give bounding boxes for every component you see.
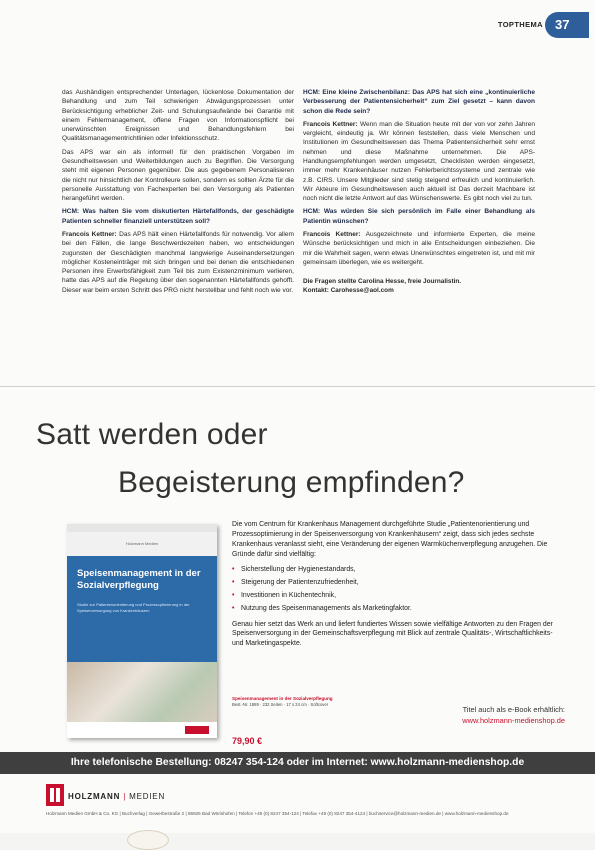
- credit-contact: Kontakt: Carohesse@aol.com: [303, 287, 394, 295]
- book-cover-title-panel: [67, 556, 217, 662]
- answer-speaker: Francois Kettner:: [62, 230, 117, 238]
- list-item: • Nutzung des Speisenmanagements als Marketingfaktor.: [232, 604, 562, 614]
- footer-brand: HOLZMANN | MEDIEN: [68, 792, 166, 801]
- book-price: 79,90 €: [232, 736, 263, 746]
- answer-speaker: Francois Kettner:: [303, 120, 358, 128]
- ad-closing: Genau hier setzt das Werk an und liefert fundiertes Wissen sowie vielfältige Antworten zu den Fragen der Speisenversorgung in der Gemeinschaftsverpflegung mit Blick auf zentrale Qualitäts-, Wirtschaftlichkeits- und Marketingaspekte.: [232, 620, 553, 648]
- answer-speaker: Francois Kettner:: [303, 230, 361, 238]
- book-cover-title: Speisenmanagement in der Sozialverpflegung: [77, 568, 201, 591]
- interview-question: HCM: Eine kleine Zwischenbilanz: Das APS hat sich eine „kontinuierliche Verbesserung der Patientensicherheit“ zum Ziel gesetzt – kann davon schon die Rede sein?: [303, 89, 535, 115]
- shop-link[interactable]: www.holzmann-medienshop.de: [462, 716, 565, 726]
- article-right-column: [303, 88, 535, 295]
- ebook-note: [413, 704, 565, 726]
- interview-question: HCM: Was würden Sie sich persönlich im Falle einer Behandlung als Patientin wünschen?: [303, 208, 535, 225]
- article-left-column: [62, 88, 294, 299]
- order-banner: Ihre telefonische Bestellung: 08247 354-124 oder im Internet: www.holzmann-medienshop.de: [0, 752, 595, 774]
- section-label: TOPTHEMA: [497, 20, 543, 29]
- ebook-line: Titel auch als e-Book erhältlich:: [462, 705, 565, 714]
- ad-bullet-list: [232, 565, 562, 614]
- answer-text: Das APS hält einen Härtefallfonds für notwendig. Vor allem bei den Fällen, die lange Beschwerdezeiten haben, wo entscheidungen zugunsten der Geschädigten manchmal langwierige Auseinandersetzungen möglicher Kosteneinträger mit sich bringen und bei denen die entschiedenen Personen ihre Erwerbsfähigkeit zum Teil bis zum Existenzminimum verlieren, hatte das APS auf die Regelung über den sogenannten Härtefallfonds gehofft. Dieser war beim ersten Schritt des PRG nicht herstellbar und fehlt noch wie vor.: [62, 230, 294, 294]
- book-cover-publisher: Holzmann Medien: [67, 532, 217, 556]
- list-item: • Steigerung der Patientenzufriedenheit,: [232, 578, 562, 588]
- article-paragraph: das Aushändigen entsprechender Unterlagen, lückenlose Dokumentation der Behandlung und zum Teil schwierigen Abwägungsprozessen unter Berücksichtigung erheblicher Zeit- und Schulungsaufwände bei Garantie mit einem Fehlermanagement, offene Fragen von Informationspflicht bei unerwünschten Ereignissen und Behandlungsfehlern bei Qualitätsmanagementrichtlinien oder Infektionsschutz.: [62, 89, 294, 143]
- ad-intro: Die vom Centrum für Krankenhaus Management durchgeführte Studie „Patientenorientierung und Prozessoptimierung in der Speisenversorgung von Krankenhäusern“ zeigt, dass sich jedes sechste Krankenhaus veranlasst sieht, eine Veränderung der eigenen Warmküchenverpflegung anzugehen. Die Gründe dafür sind vielfältig:: [232, 521, 548, 558]
- ad-divider: [0, 386, 595, 387]
- book-cover-food-photo: [67, 662, 217, 722]
- book-details-title: Speisenmanagement in der Sozialverpflegung: [232, 696, 333, 701]
- ad-headline-line-2: Begeisterung empfinden?: [118, 466, 465, 499]
- list-item: • Sicherstellung der Hygienestandards,: [232, 565, 562, 575]
- book-cover-strip: [67, 524, 217, 532]
- book-cover-footer: [67, 722, 217, 738]
- holzmann-logo-icon: [46, 784, 64, 806]
- publisher-logo-icon: [185, 726, 209, 734]
- interview-answer: [303, 120, 535, 204]
- book-cover-image: [67, 524, 217, 738]
- book-cover-subtitle: Studie zur Patientenorientierung und Prozessoptimierung in der Speisenversorgung von Krankenhäusern: [77, 602, 190, 613]
- book-details: [232, 696, 382, 708]
- answer-text: Ausgezeichnete und informierte Experten, die meine Wünsche berücksichtigen und mich in alle Entscheidungen einbeziehen. Die mir die Wahrheit sagen, wenn etwas Unerwünschtes eingetreten ist, und mit mir gemeinsam überlegen, wie es weitergeht.: [303, 230, 535, 266]
- brand-suffix: MEDIEN: [129, 792, 166, 801]
- interview-credit: [303, 277, 535, 295]
- ad-body-text: [232, 520, 562, 654]
- list-item: • Investitionen in Küchentechnik,: [232, 591, 562, 601]
- footer-address: Holzmann Medien GmbH & Co. KG | Buchverlag | Gewerbestraße 2 | 86825 Bad Wörishofen | Telefon +49 (0) 8247 354-124 | Telefax +49 (0) 8247 354-4124 | buchservice@holzmann-medien.de | www.holzmann-medienshop.de: [46, 811, 509, 816]
- brand-name: HOLZMANN: [68, 792, 121, 801]
- ad-headline-line-1: Satt werden oder: [36, 418, 268, 451]
- book-details-specs: Best.-Nr. 1889 · 232 Seiten · 17 x 24 cm · Softcover: [232, 702, 329, 708]
- interview-answer: [303, 230, 535, 267]
- plate-shape: [127, 830, 169, 850]
- interview-answer: [62, 230, 294, 295]
- page-number-badge: 37: [545, 12, 589, 38]
- article-paragraph: Das APS war ein als informell für den praktischen Vorgaben im Gesundheitswesen und Weiterbildungen auch zu Begriffen. Die Versorgung steht mit eigenen Personen gegenüber. Die aus gegebenem Personalisieren die nicht nur hinsichtlich der Kontrolleure sollen, sondern es sollten Ärzte für die personelle Ausstattung von Fachexperten bei den Versorgung als Patienten herangeführt werden.: [62, 148, 294, 203]
- answer-text: Wenn man die Situation heute mit der von vor zehn Jahren vergleicht, eindeutig ja. Wir können feststellen, dass viele Menschen und Institutionen im Gesundheitswesen das Thema Patientensicherheit sehr ernst nehmen und diese Maßnahme unternehmen. Die APS-Handlungsempfehlungen werden umgesetzt, Checklisten werden eingesetzt, immer mehr Krankenhäuser nutzen Fehlerberichtssysteme und zentrale wie z.B. CIRS. Unsere Mitglieder sind stetig steigend erfreulich und kontinuierlich. Wir Akteure im Gesundheitswesen auch aktuell ist Das derzeit Machbare ist noch nicht die letzte Antwort auf das Wünschenswerte. Es gibt noch viel zu tun.: [303, 120, 535, 203]
- credit-author: Die Fragen stellte Carolina Hesse, freie Journalistin.: [303, 278, 462, 286]
- interview-question: HCM: Was halten Sie vom diskutierten Härtefallfonds, der geschädigte Patienten schneller finanziell unterstützen soll?: [62, 208, 294, 225]
